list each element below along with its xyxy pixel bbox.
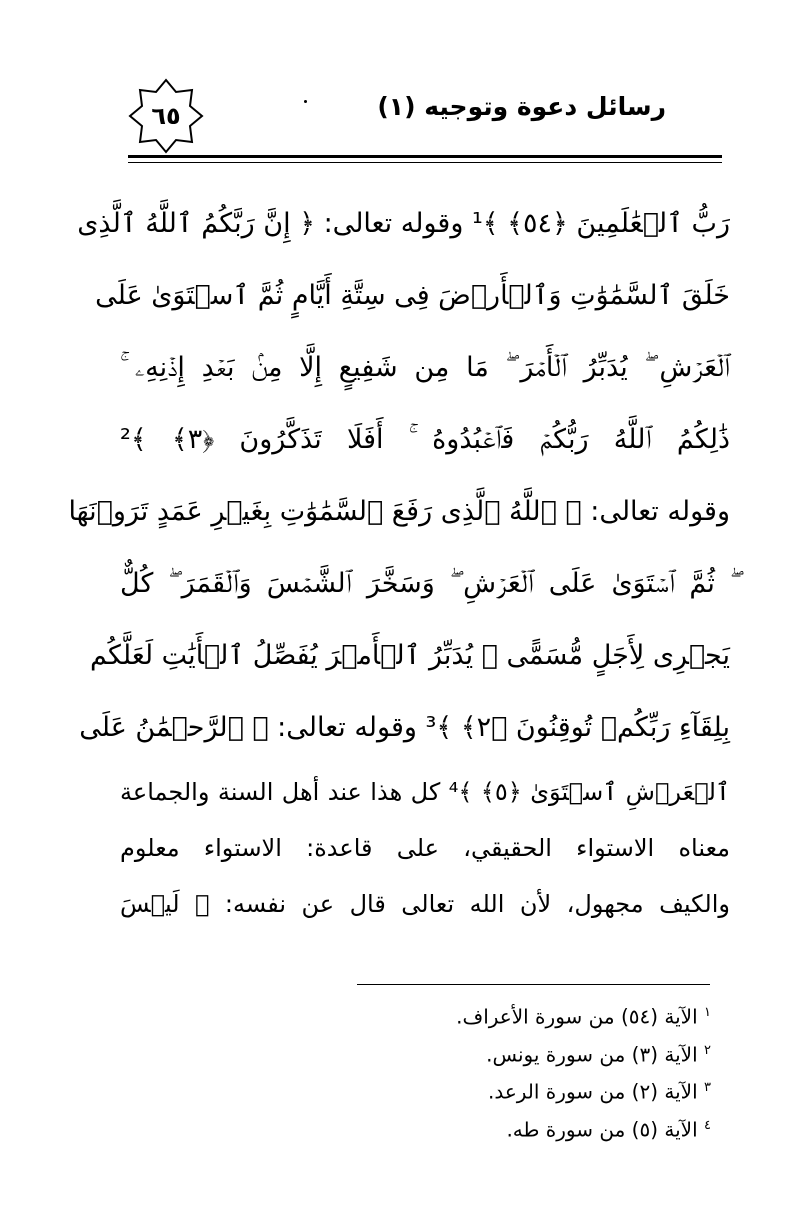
text-line: معناه الاستواء الحقيقي، على قاعدة: الاستواء معلوم [120,834,730,862]
text-line: يَجۡرِى لِأَجَلٍ مُّسَمًّى ۚ يُدَبِّرُ ٱلۡأَمۡرَ يُفَصِّلُ ٱلۡأَيَٰتِ لَعَلَّكُم [90,640,730,671]
footnote-text: الآية (٢) من سورة الرعد. [487,1079,698,1104]
page-number-badge [128,78,204,154]
footnote-item [291,996,711,1034]
footnote-rule [357,984,710,985]
dot-mark [304,100,307,103]
footnote-mark: ٤ [704,1117,711,1133]
text-line: ۖ ثُمَّ ٱسۡتَوَىٰ عَلَى ٱلۡعَرۡشِ ۖ وَسَخَّرَ ٱلشَّمۡسَ وَٱلۡقَمَرَ ۖ كُلٌّ [120,568,730,599]
main-text [68,188,730,932]
text-line: بِلِقَآءِ رَبِّكُمۡ تُوقِنُونَ ﴿٢﴾ ﴾³ وقوله تعالى: ﴿ ٱلرَّحۡمَٰنُ عَلَى [79,712,730,743]
footnote-text: الآية (٣) من سورة يونس. [486,1042,698,1067]
page-header [120,70,720,160]
text-line: رَبُّ ٱلۡعَٰلَمِينَ ﴿٥٤﴾ ﴾¹ وقوله تعالى: ﴿ إِنَّ رَبَّكُمُ ٱللَّهُ ٱلَّذِى [77,208,730,239]
text-line: وقوله تعالى: ﴿ ٱللَّهُ ٱلَّذِى رَفَعَ ٱلسَّمَٰوَٰتِ بِغَيۡرِ عَمَدٍ تَرَوۡنَهَا [68,496,730,527]
running-title: رسائل دعوة وتوجيه (١) [377,92,666,121]
footnote-item [291,1071,711,1109]
text-line: والكيف مجهول، لأن الله تعالى قال عن نفسه: ﴿ لَيۡسَ [120,890,730,918]
footnote-text: الآية (٥٤) من سورة الأعراف. [456,1004,698,1029]
footnote-item [291,1034,711,1072]
text-line: ٱلۡعَرۡشِ ٱسۡتَوَىٰ ﴿٥﴾ ﴾⁴ كل هذا عند أهل السنة والجماعة [120,778,730,806]
footnotes [291,996,711,1147]
footnote-mark: ٣ [704,1080,711,1096]
text-line: ٱلۡعَرۡشِ ۖ يُدَبِّرُ ٱلۡأَمۡرَ ۖ مَا مِن شَفِيعٍ إِلَّا مِنۢ بَعۡدِ إِذۡنِهِۦ ۚ [120,352,730,383]
footnote-mark: ١ [704,1005,711,1020]
page-number: ٦٥ [151,102,181,130]
text-line: خَلَقَ ٱلسَّمَٰوَٰتِ وَٱلۡأَرۡضَ فِى سِتَّةِ أَيَّامٍ ثُمَّ ٱسۡتَوَىٰ عَلَى [95,280,730,311]
header-rule [128,155,722,158]
footnote-item [291,1109,711,1147]
footnote-mark: ٢ [704,1042,711,1058]
footnote-text: الآية (٥) من سورة طه. [506,1117,698,1142]
header-rule-thin [128,162,722,163]
text-line: ذَٰلِكُمُ ٱللَّهُ رَبُّكُمۡ فَٱعۡبُدُوهُ ۚ أَفَلَا تَذَكَّرُونَ ﴿٣﴾ ﴾² [120,424,730,455]
